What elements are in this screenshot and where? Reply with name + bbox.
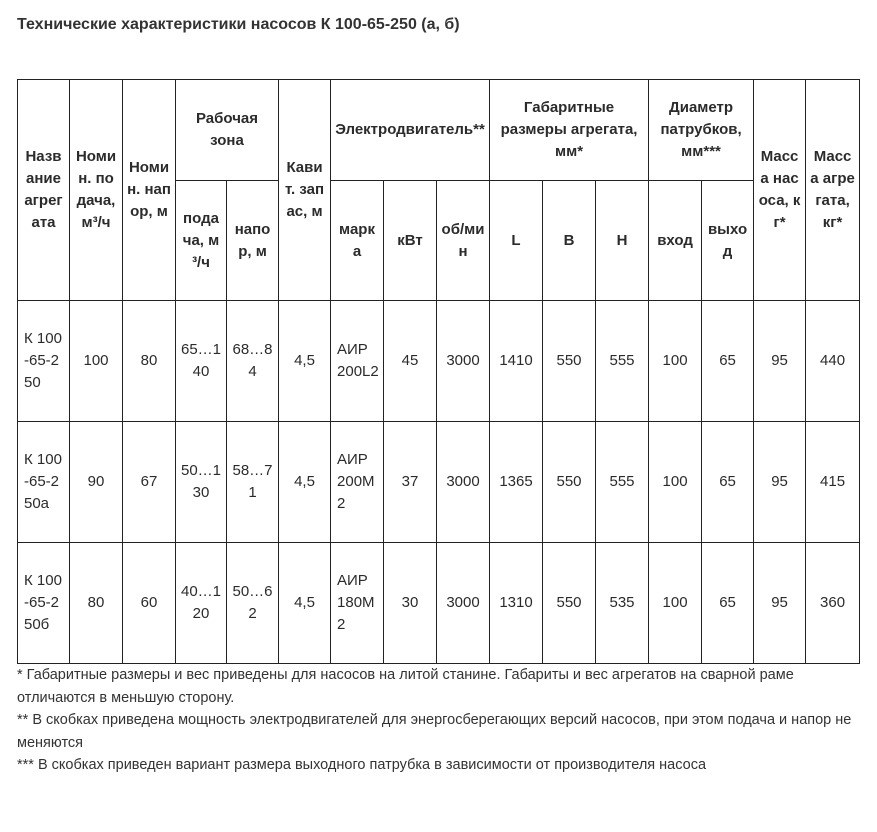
header-work-zone-head: напор, м (227, 181, 279, 301)
cell-pump-mass: 95 (754, 301, 806, 422)
header-nozzle: Диаметр патрубков, мм*** (649, 80, 754, 181)
cell-work-head: 50…62 (227, 543, 279, 664)
cell-dim-h: 535 (596, 543, 649, 664)
cell-motor-rpm: 3000 (437, 301, 490, 422)
cell-dim-l: 1310 (490, 543, 543, 664)
specifications-table (17, 79, 860, 664)
cell-cavitation: 4,5 (279, 543, 331, 664)
header-name: Название агрегата (18, 80, 70, 301)
cell-nominal-flow: 100 (70, 301, 123, 422)
cell-nozzle-in: 100 (649, 543, 702, 664)
header-pump-mass: Масса насоса, кг* (754, 80, 806, 301)
cell-unit-mass: 415 (806, 422, 860, 543)
header-work-zone-flow: подача, м³/ч (176, 181, 227, 301)
cell-motor-kw: 45 (384, 301, 437, 422)
cell-motor-rpm: 3000 (437, 543, 490, 664)
cell-dim-b: 550 (543, 543, 596, 664)
cell-nominal-flow: 90 (70, 422, 123, 543)
header-unit-mass: Масса агрегата, кг* (806, 80, 860, 301)
cell-name: К 100-65-250а (18, 422, 70, 543)
cell-dim-l: 1365 (490, 422, 543, 543)
header-dim-l: L (490, 181, 543, 301)
footnote-dimensions: * Габаритные размеры и вес приведены для насосов на литой станине. Габариты и вес агрегатов на сварной раме отличаются в меньшую сторону. (17, 667, 794, 706)
cell-nozzle-out: 65 (702, 422, 754, 543)
header-nozzle-in: вход (649, 181, 702, 301)
cell-dim-b: 550 (543, 301, 596, 422)
footnotes (17, 664, 862, 777)
table-row (18, 422, 860, 543)
header-dimensions: Габаритные размеры агрегата, мм* (490, 80, 649, 181)
cell-work-head: 58…71 (227, 422, 279, 543)
cell-dim-h: 555 (596, 422, 649, 543)
footnote-nozzle: *** В скобках приведен вариант размера выходного патрубка в зависимости от производителя насоса (17, 757, 707, 773)
cell-motor-kw: 37 (384, 422, 437, 543)
cell-nominal-head: 80 (123, 301, 176, 422)
cell-dim-b: 550 (543, 422, 596, 543)
header-work-zone: Рабочая зона (176, 80, 279, 181)
header-motor-kw: кВт (384, 181, 437, 301)
cell-work-flow: 65…140 (176, 301, 227, 422)
cell-dim-h: 555 (596, 301, 649, 422)
cell-dim-l: 1410 (490, 301, 543, 422)
header-cavitation: Кавит. запас, м (279, 80, 331, 301)
header-dim-b: B (543, 181, 596, 301)
cell-nominal-head: 60 (123, 543, 176, 664)
page-title: Технические характеристики насосов К 100-65-250 (а, б) (17, 16, 460, 33)
table-row (18, 543, 860, 664)
cell-name: К 100-65-250 (18, 301, 70, 422)
cell-work-head: 68…84 (227, 301, 279, 422)
cell-name: К 100-65-250б (18, 543, 70, 664)
cell-nozzle-in: 100 (649, 422, 702, 543)
cell-nominal-head: 67 (123, 422, 176, 543)
cell-motor-kw: 30 (384, 543, 437, 664)
cell-motor-brand: АИР 180М2 (331, 543, 384, 664)
cell-pump-mass: 95 (754, 422, 806, 543)
header-motor-rpm: об/мин (437, 181, 490, 301)
cell-pump-mass: 95 (754, 543, 806, 664)
cell-motor-brand: АИР 200М2 (331, 422, 384, 543)
cell-work-flow: 50…130 (176, 422, 227, 543)
header-motor: Электродвигатель** (331, 80, 490, 181)
footnote-motor: ** В скобках приведена мощность электродвигателей для энергосберегающих версий насосов, при этом подача и напор не меняются (17, 712, 852, 751)
cell-cavitation: 4,5 (279, 301, 331, 422)
cell-nominal-flow: 80 (70, 543, 123, 664)
cell-cavitation: 4,5 (279, 422, 331, 543)
cell-nozzle-out: 65 (702, 301, 754, 422)
cell-motor-rpm: 3000 (437, 422, 490, 543)
table-row (18, 301, 860, 422)
cell-nozzle-in: 100 (649, 301, 702, 422)
cell-motor-brand: АИР 200L2 (331, 301, 384, 422)
cell-nozzle-out: 65 (702, 543, 754, 664)
header-nominal-head: Номин. напор, м (123, 80, 176, 301)
header-motor-brand: марка (331, 181, 384, 301)
cell-work-flow: 40…120 (176, 543, 227, 664)
cell-unit-mass: 440 (806, 301, 860, 422)
cell-unit-mass: 360 (806, 543, 860, 664)
header-nominal-flow: Номин. подача, м³/ч (70, 80, 123, 301)
header-dim-h: H (596, 181, 649, 301)
header-nozzle-out: выход (702, 181, 754, 301)
header-row-1 (18, 80, 860, 181)
